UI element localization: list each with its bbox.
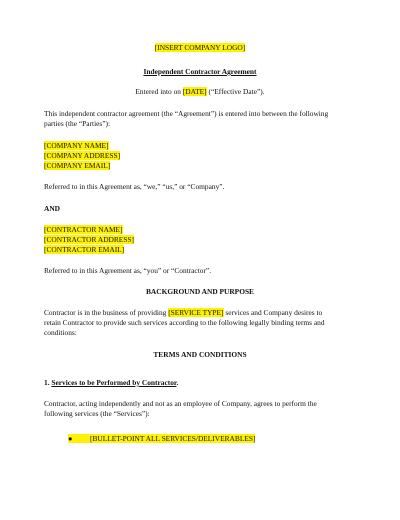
contractor-address-line	[44, 235, 358, 245]
and-label: AND	[44, 204, 61, 213]
contractor-address-placeholder: [CONTRACTOR ADDRESS]	[44, 235, 135, 244]
background-line-3: conditions:	[44, 328, 77, 337]
entered-suffix: (“Effective Date”).	[206, 87, 265, 96]
terms-heading: TERMS AND CONDITIONS	[153, 350, 247, 359]
contractor-email-line	[44, 245, 358, 255]
company-address-placeholder: [COMPANY ADDRESS]	[44, 151, 121, 160]
services-bullet-highlight	[68, 434, 255, 443]
logo-placeholder: [INSERT COMPANY LOGO]	[154, 43, 246, 52]
company-referred-text: Referred to in this Agreement as, “we,” “us,” or “Company”.	[44, 182, 225, 191]
background-line-1-suffix: services and Company desires to	[223, 308, 323, 317]
background-line-2: retain Contractor to provide such services according to the following legally binding terms and	[44, 318, 325, 327]
contractor-name-placeholder: [CONTRACTOR NAME]	[44, 225, 123, 234]
services-bullet-item	[68, 434, 255, 444]
section-1-number: 1.	[44, 378, 52, 387]
contractor-email-placeholder: [CONTRACTOR EMAIL]	[44, 245, 125, 254]
background-line-1	[44, 308, 358, 318]
section-1-heading	[44, 378, 358, 388]
company-name-placeholder: [COMPANY NAME]	[44, 141, 109, 150]
date-placeholder: [DATE]	[182, 87, 207, 96]
company-email-placeholder: [COMPANY EMAIL]	[44, 161, 111, 170]
company-name-line	[44, 141, 358, 151]
section-1-title: Services to be Performed by Contractor	[51, 378, 177, 387]
bullet-dot-icon: ●	[68, 434, 73, 443]
document-title-line	[0, 67, 400, 77]
contractor-name-line	[44, 225, 358, 235]
effective-date-line	[0, 87, 400, 97]
service-type-placeholder: [SERVICE TYPE]	[168, 308, 224, 317]
section-1-line-2: following services (the “Services”):	[44, 409, 150, 418]
logo-placeholder-line	[0, 43, 400, 53]
intro-line-1: This independent contractor agreement (the “Agreement”) is entered into between the following	[44, 109, 329, 118]
company-email-line	[44, 161, 358, 171]
section-1-period: .	[176, 378, 179, 387]
document-title: Independent Contractor Agreement	[143, 67, 257, 76]
section-1-line-1: Contractor, acting independently and not as an employee of Company, agrees to perform the	[44, 399, 317, 408]
background-line-1-prefix: Contractor is in the business of providing	[44, 308, 169, 317]
background-heading: BACKGROUND AND PURPOSE	[146, 287, 254, 296]
intro-line-2: parties (the “Parties”):	[44, 119, 111, 128]
company-address-line	[44, 151, 358, 161]
services-bullet-text: [BULLET-POINT ALL SERVICES/DELIVERABLES]	[90, 434, 256, 443]
entered-prefix: Entered into on	[135, 87, 183, 96]
contractor-referred-text: Referred to in this Agreement as, “you” or “Contractor”.	[44, 266, 212, 275]
